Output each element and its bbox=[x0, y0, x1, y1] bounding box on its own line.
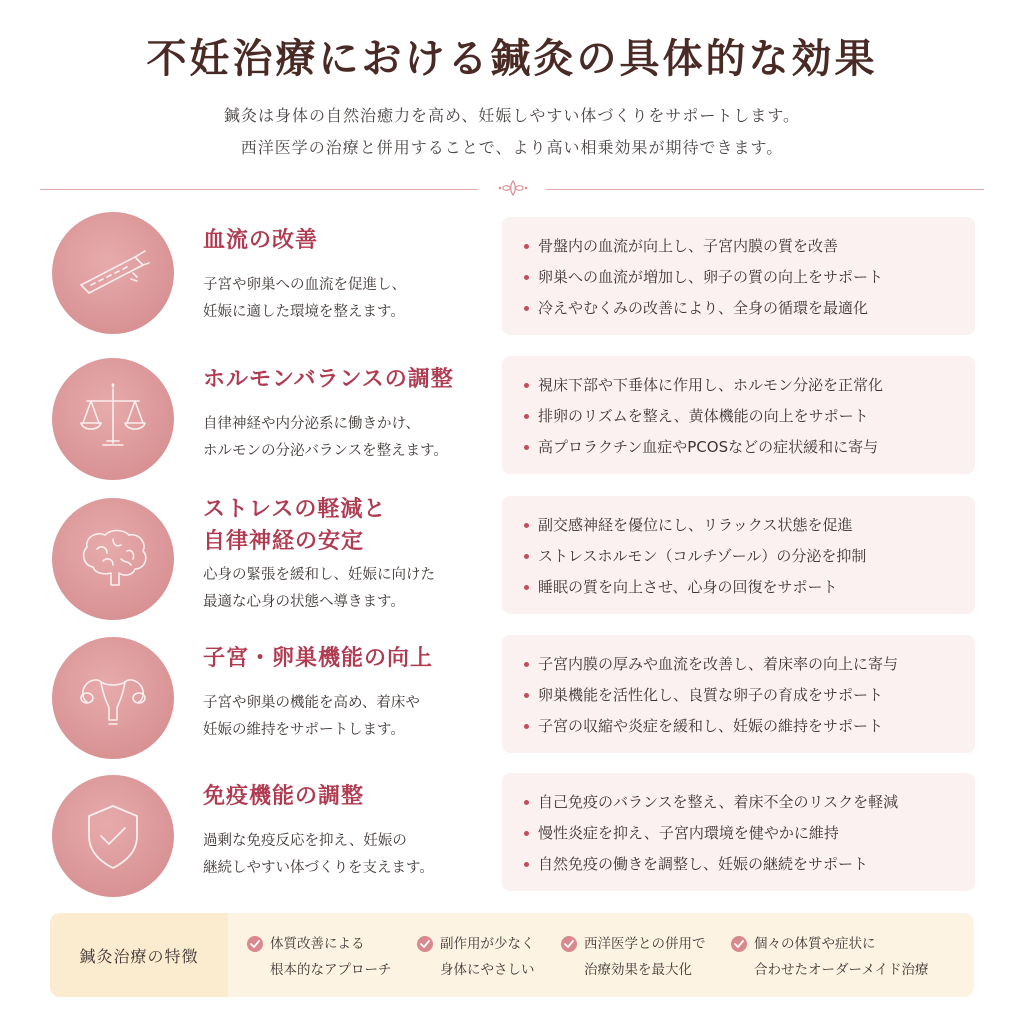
brain-icon bbox=[73, 519, 153, 599]
point-item: 視床下部や下垂体に作用し、ホルモン分泌を正常化 bbox=[524, 370, 975, 401]
page-title: 不妊治療における鍼灸の具体的な効果 bbox=[146, 35, 878, 82]
point-item: 卵巣機能を活性化し、良質な卵子の育成をサポート bbox=[524, 680, 975, 711]
shield-check-icon bbox=[73, 796, 153, 876]
section-points-box bbox=[502, 773, 975, 891]
needle-icon bbox=[73, 233, 153, 313]
section-description: 心身の緊張を緩和し、妊娠に向けた 最適な心身の状態へ導きます。 bbox=[203, 567, 435, 610]
section-uterus-ovary bbox=[50, 635, 975, 753]
subtitle-line-2: 西洋医学の治療と併用することで、より高い相乗効果が期待できます。 bbox=[240, 138, 784, 157]
ornamental-divider bbox=[40, 186, 984, 194]
section-title: 子宮・卵巣機能の向上 bbox=[203, 646, 434, 671]
section-hormone-balance bbox=[50, 356, 975, 474]
check-circle-icon bbox=[416, 935, 434, 953]
section-blood-flow bbox=[50, 217, 975, 335]
point-item: 骨盤内の血流が向上し、子宮内膜の質を改善 bbox=[524, 231, 975, 262]
section-icon-circle bbox=[52, 637, 174, 759]
section-icon-circle bbox=[52, 358, 174, 480]
section-points-box bbox=[502, 496, 975, 614]
section-icon-circle bbox=[52, 775, 174, 897]
point-item: ストレスホルモン（コルチゾール）の分泌を抑制 bbox=[524, 541, 975, 572]
page-subtitle bbox=[0, 100, 1024, 164]
section-points-box bbox=[502, 217, 975, 335]
section-title: 免疫機能の調整 bbox=[203, 784, 365, 809]
point-item: 子宮の収縮や炎症を緩和し、妊娠の維持をサポート bbox=[524, 711, 975, 742]
point-item: 卵巣への血流が増加し、卵子の質の向上をサポート bbox=[524, 262, 975, 293]
section-points-box bbox=[502, 635, 975, 753]
check-circle-icon bbox=[246, 935, 264, 953]
section-stress-relief bbox=[50, 496, 975, 614]
section-immune-regulation bbox=[50, 773, 975, 891]
point-item: 副交感神経を優位にし、リラックス状態を促進 bbox=[524, 510, 975, 541]
check-circle-icon bbox=[730, 935, 748, 953]
point-item: 自然免疫の働きを調整し、妊娠の継続をサポート bbox=[524, 849, 975, 880]
section-description: 過剰な免疫反応を抑え、妊娠の 継続しやすい体づくりを支えます。 bbox=[203, 833, 434, 876]
section-title: ホルモンバランスの調整 bbox=[203, 367, 454, 392]
section-points-box bbox=[502, 356, 975, 474]
header bbox=[0, 0, 1024, 164]
balance-scale-icon bbox=[73, 379, 153, 459]
flourish-icon bbox=[498, 178, 528, 198]
point-item: 睡眠の質を向上させ、心身の回復をサポート bbox=[524, 572, 975, 603]
uterus-icon bbox=[73, 658, 153, 738]
point-item: 子宮内膜の厚みや血流を改善し、着床率の向上に寄与 bbox=[524, 649, 975, 680]
section-description: 子宮や卵巣の機能を高め、着床や 妊娠の維持をサポートします。 bbox=[203, 695, 420, 738]
point-item: 冷えやむくみの改善により、全身の循環を最適化 bbox=[524, 293, 975, 324]
point-item: 排卵のリズムを整え、黄体機能の向上をサポート bbox=[524, 401, 975, 432]
section-description: 子宮や卵巣への血流を促進し、 妊娠に適した環境を整えます。 bbox=[203, 277, 406, 320]
section-title: ストレスの軽減と 自律神経の安定 bbox=[203, 497, 387, 554]
section-title: 血流の改善 bbox=[203, 228, 319, 253]
point-item: 自己免疫のバランスを整え、着床不全のリスクを軽減 bbox=[524, 787, 975, 818]
point-item: 慢性炎症を抑え、子宮内環境を健やかに維持 bbox=[524, 818, 975, 849]
section-description: 自律神経や内分泌系に働きかけ、 ホルモンの分泌バランスを整えます。 bbox=[203, 416, 448, 459]
footer-label: 鍼灸治療の特徴 bbox=[50, 913, 228, 997]
point-item: 高プロラクチン血症やPCOSなどの症状緩和に寄与 bbox=[524, 432, 975, 463]
section-icon-circle bbox=[52, 498, 174, 620]
subtitle-line-1: 鍼灸は身体の自然治癒力を高め、妊娠しやすい体づくりをサポートします。 bbox=[223, 106, 801, 125]
section-icon-circle bbox=[52, 212, 174, 334]
features-footer: 鍼灸治療の特徴 体質改善による 根本的なアプローチ 副作用が少なく 身体にやさしい 西洋医学との併用で 治療効果を最大化 個々の体質や症状に 合わせたオーダーメイド治療 bbox=[50, 913, 974, 997]
check-circle-icon bbox=[560, 935, 578, 953]
